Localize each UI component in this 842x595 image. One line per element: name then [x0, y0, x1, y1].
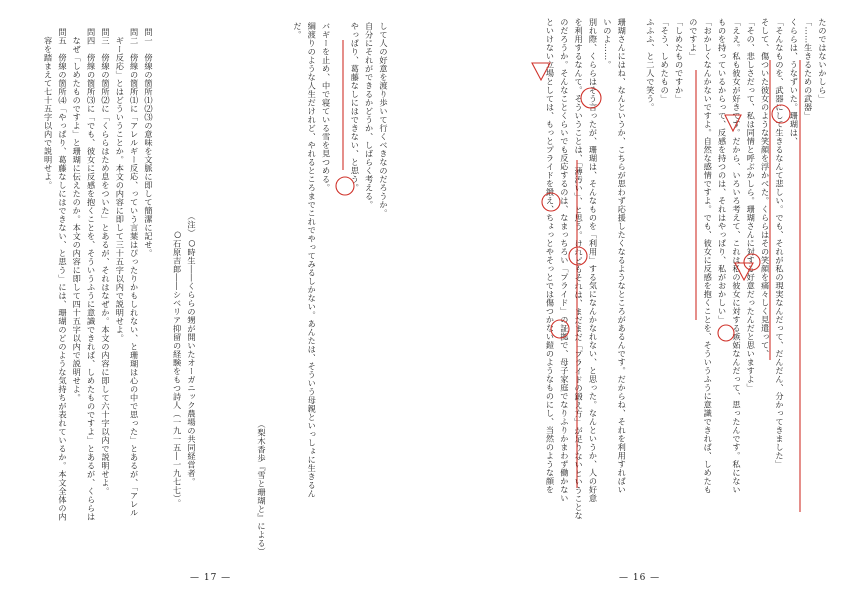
question-line: 問三 傍線の箇所⑵に「くららはため息をついた」とあるが、それはなぜか。本文の内容に即して六十字以内で説明せよ。 — [100, 28, 111, 496]
right-page — [421, 0, 842, 595]
question-line: 問五 傍線の箇所⑷「やっぱり、葛藤なしにはできない、と思う」には、珊瑚のどのような気持ちが表れているか。本文全体の内 — [57, 28, 68, 521]
note-line: ○石原吉郎――シベリア抑留の経験をもつ詩人（一九一五―一九七七）。 — [172, 212, 183, 508]
text-line: くららは、うなずいた。珊瑚は、 — [789, 18, 800, 146]
question-line: 問二 傍線の箇所⑴に「アレルギー反応、っていう言葉はぴったりかもしれない、と珊瑚は心の中で思った」とあるが、「アレル — [129, 28, 140, 517]
text-line: のですよ」 — [688, 18, 699, 61]
text-line: ものを持っているからって、反感を持つのは、それはやっぱり、私がおかしい」 — [717, 18, 728, 324]
text-line: たのではないかしら」 — [818, 18, 828, 103]
text-line — [334, 22, 348, 550]
text-line: 「ええ。私も彼女が好きです。だから、いろいろ考えて、これは私の彼女に対する嫉妬なんだって、思ったんです。私にない — [731, 18, 742, 494]
text-line: といけない立場としては、もっとプライドを鍛え、ちょっとやそっとでは傷つかない鎧のようなものにし、当然のような顔を — [545, 18, 556, 494]
text-line: いのよ……。 — [602, 18, 613, 69]
text-line: のだろうか。そんなことくらいでも反応するのは、なまっちろい「プライド」の証拠で、母子家庭でなりふりかまわず働かない — [559, 18, 570, 503]
question-line: 容を踏まえて七十五字以内で説明せよ。 — [43, 28, 54, 190]
text-line: を利用するなんて。そういうことは、「薄汚い」、と思う。けれどもそれは、まだまだ「プライドの鍛え方」が足りないということな — [574, 18, 585, 520]
text-line: 「……生きるための武器」 — [803, 18, 814, 120]
text-line: 「その、悲しさだって、私は同情と呼ぶかしら。珊瑚さんに対する好意だったんだと思いますよ」 — [746, 18, 757, 392]
text-line: して人の好意を渡り歩いて行くべきなのだろうか。 — [379, 22, 389, 218]
note-line: （注）○時生――くららの甥が開いたオーガニック農場の共同経営者。 — [187, 212, 197, 486]
page-number-16: — 16 — — [619, 573, 661, 583]
text-line: 珊瑚さんにはね、なんというか、こちらが思わず応援したくなるようなところがあるんです。だからね、それを利用すればい — [617, 18, 628, 494]
text-line: ふふふ、と二人で笑う。 — [645, 18, 656, 112]
text-line: だ。 — [292, 22, 303, 39]
left-page-body — [276, 22, 391, 550]
question-line: 問四 傍線の箇所⑶に「でも、彼女に反感を抱くことを、そういうふうに意識できれば、しめたものですよ」とあるが、くららは — [86, 28, 97, 521]
question-line: なぜ「しめたものですよ」と珊瑚に伝えたのか。本文の内容に即して四十五字以内で説明せよ。 — [72, 28, 83, 402]
text-line — [629, 18, 643, 550]
page-number-17: — 17 — — [190, 573, 232, 583]
question-line: ギー反応」とはどういうことか。本文の内容に即して三十五字以内で説明せよ。 — [115, 28, 126, 343]
notes — [159, 212, 199, 542]
text-line: バギーを止め、中で寝ている雪を見つめる。 — [321, 22, 332, 192]
text-line: そして、傷ついた彼女のような笑顔を浮かべた。くららはその笑顔を痛々しく見遣って、 — [760, 18, 771, 358]
text-line: 「しめたものですか」 — [674, 18, 685, 103]
question-line: 問一 傍線の箇所⑴⑵⑶の意味を文脈に即して簡潔に記せ。 — [144, 28, 154, 258]
text-line: 別れ際、くららはそう言ったが、珊瑚は、そんなものを「利用」する気になんかなれない、と思った。なんというか、人の好意 — [588, 18, 599, 503]
text-line: 「そんなものを、武器にして生きるなんて悲しい。でも、それが私の現実なんだって、だんだん、分かってきました」 — [774, 18, 785, 469]
text-line: 「そう、しめたもの」 — [660, 18, 671, 103]
citation: （梨木香歩『雪と珊瑚と』による） — [257, 420, 267, 556]
questions — [16, 28, 156, 550]
text-line: やっぱり、葛藤なしにはできない、と思う。 — [350, 22, 361, 192]
text-line: 「おかしくなんかないですよ。自然な感情ですよ。でも、彼女に反感を抱くことを、そういうふうに意識できれば、しめたも — [703, 18, 714, 494]
text-line: 綱渡りのような人生だけれど、やれるところまでこれでやってみるしかない。あんたは、そういう母親といっしょに生きるん — [307, 22, 318, 498]
text-line: 自分にそれができるかどうか、しばらく考える。 — [364, 22, 375, 209]
right-page-text — [530, 18, 830, 550]
